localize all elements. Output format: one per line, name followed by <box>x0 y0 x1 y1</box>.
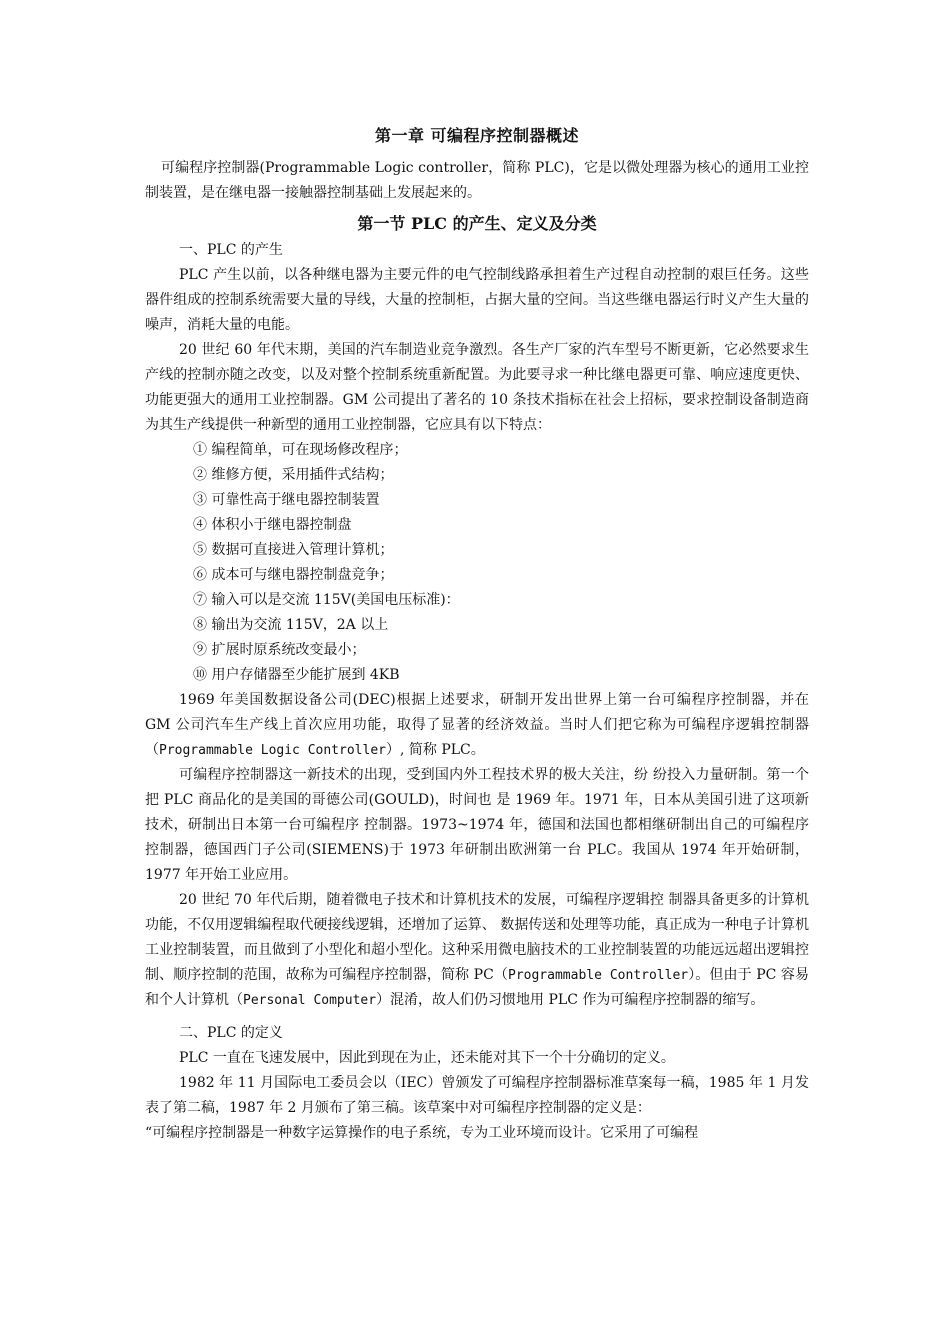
text-run-mono: Programmable Controller <box>508 968 689 983</box>
paragraph-before-plc: PLC 产生以前，以各种继电器为主要元件的电气控制线路承担着生产过程自动控制的艰巨任务。这些器件组成的控制系统需要大量的导线，大量的控制柜，占据大量的空间。当这些继电器运行时义产生大量的噪声，消耗大量的电能。 <box>145 267 809 333</box>
text-run: ）, 简称 PLC。 <box>385 742 485 758</box>
list-item: ④ 体积小于继电器控制盘 <box>193 517 352 533</box>
paragraph-1969-dec <box>145 688 809 763</box>
paragraph-1960s: 20 世纪 60 年代末期，美国的汽车制造业竞争激烈。各生产厂家的汽车型号不断更新，它必然要求生产线的控制亦随之改变，以及对整个控制系统重新配置。为此要寻求一种比继电器更可靠、响应速度更快、功能更强大的通用工业控制器。GM 公司提出了著名的 10 条技术指标在社会上招标，要求控制设备制造商为其生产线提供一种新型的通用工业控制器，它应具有以下特点： <box>145 342 809 433</box>
chapter-title: 第一章 可编程序控制器概述 <box>374 126 580 145</box>
list-item: ⑩ 用户存储器至少能扩展到 4KB <box>193 667 400 683</box>
list-item: ③ 可靠性高于继电器控制装置 <box>193 492 380 508</box>
feature-list <box>145 438 809 688</box>
list-item: ⑦ 输入可以是交流 115V(美国电压标准)： <box>193 592 460 608</box>
list-item: ⑧ 输出为交流 115V，2A 以上 <box>193 617 389 633</box>
section-title: 第一节 PLC 的产生、定义及分类 <box>357 214 597 233</box>
list-item: ① 编程简单，可在现场修改程序； <box>193 442 408 458</box>
text-run: ）混淆，故人们仍习惯地用 PLC 作为可编程序控制器的缩写。 <box>376 992 765 1008</box>
intro-paragraph: 可编程序控制器(Programmable Logic controller，简称 PLC)，它是以微处理器为核心的通用工业控制装置，是在继电器一接触器控制基础上发展起来的。 <box>145 160 809 201</box>
text-run: ）。但由于 PC 容易和个人计算机（ <box>145 967 809 1008</box>
text-run: 1969 年美国数据设备公司(DEC)根据上述要求，研制开发出世界上第一台可编程序控制器，并在 GM 公司汽车生产线上首次应用功能，取得了显著的经济效益。当时人们把它称为可编程序逻辑控制器（ <box>145 692 809 758</box>
paragraph-iec: 1982 年 11 月国际电工委员会以（IEC）曾颁发了可编程序控制器标准草案每一稿，1985 年 1 月发表了第二稿，1987 年 2 月颁布了第三稿。该草案中对可编程序控制器的定义是： <box>145 1075 809 1116</box>
text-run: 20 世纪 70 年代后期，随着微电子技术和计算机技术的发展，可编程序逻辑控 制器具备更多的计算机功能，不仅用逻辑编程取代硬接线逻辑，还增加了运算、 数据传送和处理等功能，真正成为一种电子计算机工业控制装置，而且做到了小型化和超小型化。这种采用微电脑技术的工业控制装置的功能远远超出逻辑控制、顺序控制的范围，故称为可编程序控制器，简称 PC（ <box>145 892 809 983</box>
page-content <box>145 124 809 1146</box>
paragraph-definition-intro: PLC 一直在飞速发展中，因此到现在为止，还未能对其下一个十分确切的定义。 <box>179 1050 675 1066</box>
list-item: ② 维修方便，采用插件式结构； <box>193 467 394 483</box>
paragraph-quote: “可编程序控制器是一种数字运算操作的电子系统，专为工业环境而设计。它采用了可编程 <box>145 1125 699 1141</box>
list-item: ⑨ 扩展时原系统改变最小； <box>193 642 366 658</box>
text-run-mono: Programmable Logic Controller <box>159 743 386 758</box>
paragraph-global-development: 可编程序控制器这一新技术的出现，受到国内外工程技术界的极大关注，纷 纷投入力量研制。第一个把 PLC 商品化的是美国的哥德公司(GOULD)，时间也 是 1969 年。1971 年，日本从美国引进了这项新技术，研制出日本第一台可编程序 控制器。1973~1974 年，德国和法国也都相继研制出自己的可编程序控制器，德国西门子公司(SIEMENS)于 1973 年研制出欧洲第一台 PLC。我国从 1974 年开始研制，1977 年开始工业应用。 <box>145 767 809 883</box>
text-run-mono: Personal Computer <box>243 993 377 1008</box>
subsection-heading-definition: 二、PLC 的定义 <box>179 1025 283 1041</box>
paragraph-1970s <box>145 888 809 1013</box>
list-item: ⑥ 成本可与继电器控制盘竞争； <box>193 567 394 583</box>
subsection-heading-origin: 一、PLC 的产生 <box>179 242 283 258</box>
list-item: ⑤ 数据可直接进入管理计算机； <box>193 542 394 558</box>
